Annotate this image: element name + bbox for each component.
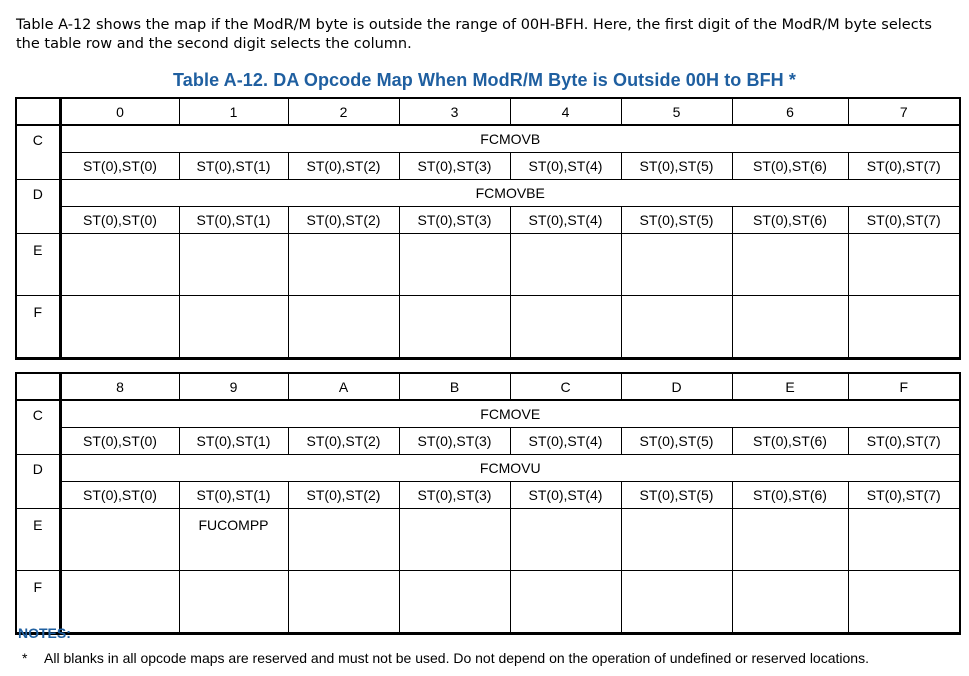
instruction-cell: FCMOVE [60,400,960,428]
operand-cell: ST(0),ST(0) [60,428,179,455]
operand-cell: ST(0),ST(1) [179,207,288,234]
column-header: 4 [510,98,621,125]
opcode-cell [848,571,960,634]
column-header: F [848,373,960,400]
row-header: E [16,234,60,296]
operand-cell: ST(0),ST(5) [621,428,732,455]
opcode-cell [510,296,621,359]
opcode-cell [399,509,510,571]
operand-cell: ST(0),ST(3) [399,153,510,180]
column-header: 2 [288,98,399,125]
opcode-cell [399,234,510,296]
table-row [16,125,960,153]
column-header: A [288,373,399,400]
opcode-cell [848,234,960,296]
opcode-cell [179,234,288,296]
opcode-cell [288,296,399,359]
operand-cell: ST(0),ST(4) [510,207,621,234]
row-header: D [16,455,60,509]
opcode-cell [288,234,399,296]
note-marker: * [22,650,28,666]
opcode-cell: FUCOMPP [179,509,288,571]
table-row [16,153,960,180]
column-header: E [732,373,848,400]
table-row [16,571,960,634]
operand-cell: ST(0),ST(6) [732,428,848,455]
operand-cell: ST(0),ST(2) [288,482,399,509]
column-header-row [16,373,960,400]
column-header-row [16,98,960,125]
column-header: 5 [621,98,732,125]
column-header: D [621,373,732,400]
opcode-cell [732,234,848,296]
opcode-map-table-8-f [15,372,961,635]
instruction-cell: FCMOVBE [60,180,960,207]
column-header: 0 [60,98,179,125]
opcode-cell [60,509,179,571]
operand-cell: ST(0),ST(1) [179,153,288,180]
column-header: B [399,373,510,400]
corner-cell [16,98,60,125]
row-header: D [16,180,60,234]
table-row [16,180,960,207]
opcode-map-table-0-7 [15,97,961,360]
column-header: 6 [732,98,848,125]
column-header: 3 [399,98,510,125]
operand-cell: ST(0),ST(4) [510,153,621,180]
operand-cell: ST(0),ST(3) [399,482,510,509]
opcode-cell [179,571,288,634]
operand-cell: ST(0),ST(6) [732,207,848,234]
opcode-cell [621,296,732,359]
operand-cell: ST(0),ST(5) [621,207,732,234]
operand-cell: ST(0),ST(1) [179,482,288,509]
opcode-cell [510,509,621,571]
opcode-cell [510,234,621,296]
operand-cell: ST(0),ST(3) [399,428,510,455]
notes-heading: NOTES: [18,625,71,641]
operand-cell: ST(0),ST(7) [848,428,960,455]
table-row [16,428,960,455]
operand-cell: ST(0),ST(0) [60,153,179,180]
operand-cell: ST(0),ST(5) [621,153,732,180]
operand-cell: ST(0),ST(4) [510,428,621,455]
operand-cell: ST(0),ST(0) [60,207,179,234]
operand-cell: ST(0),ST(2) [288,207,399,234]
table-row [16,296,960,359]
row-header: C [16,400,60,455]
opcode-cell [288,509,399,571]
opcode-cell [732,509,848,571]
operand-cell: ST(0),ST(0) [60,482,179,509]
note-text: All blanks in all opcode maps are reserved and must not be used. Do not depend on the operation of undefined or reserved locations. [44,650,869,666]
column-header: 1 [179,98,288,125]
opcode-cell [621,234,732,296]
opcode-cell [399,571,510,634]
operand-cell: ST(0),ST(3) [399,207,510,234]
operand-cell: ST(0),ST(7) [848,482,960,509]
table-row [16,455,960,482]
opcode-cell [732,571,848,634]
opcode-cell [732,296,848,359]
corner-cell [16,373,60,400]
opcode-cell [179,296,288,359]
opcode-cell [621,509,732,571]
table-row [16,400,960,428]
row-header: F [16,571,60,634]
table-row [16,482,960,509]
opcode-cell [399,296,510,359]
row-header: F [16,296,60,359]
operand-cell: ST(0),ST(6) [732,482,848,509]
operand-cell: ST(0),ST(2) [288,153,399,180]
opcode-cell [60,234,179,296]
operand-cell: ST(0),ST(2) [288,428,399,455]
column-header: 7 [848,98,960,125]
table-row [16,207,960,234]
operand-cell: ST(0),ST(1) [179,428,288,455]
operand-cell: ST(0),ST(4) [510,482,621,509]
operand-cell: ST(0),ST(7) [848,153,960,180]
column-header: 8 [60,373,179,400]
opcode-cell [848,296,960,359]
operand-cell: ST(0),ST(7) [848,207,960,234]
operand-cell: ST(0),ST(5) [621,482,732,509]
table-caption: Table A-12. DA Opcode Map When ModR/M Byte is Outside 00H to BFH * [173,70,796,90]
table-row [16,234,960,296]
column-header: 9 [179,373,288,400]
opcode-cell [621,571,732,634]
opcode-cell [288,571,399,634]
note-item [22,650,962,666]
opcode-cell [60,296,179,359]
table-row [16,509,960,571]
operand-cell: ST(0),ST(6) [732,153,848,180]
instruction-cell: FCMOVB [60,125,960,153]
opcode-cell [848,509,960,571]
intro-paragraph: Table A-12 shows the map if the ModR/M byte is outside the range of 00H-BFH. Here, the first digit of the ModR/M byte selects the table row and the second digit selects the column. [16,17,932,52]
row-header: E [16,509,60,571]
opcode-cell [510,571,621,634]
row-header: C [16,125,60,180]
instruction-cell: FCMOVU [60,455,960,482]
opcode-cell [60,571,179,634]
column-header: C [510,373,621,400]
